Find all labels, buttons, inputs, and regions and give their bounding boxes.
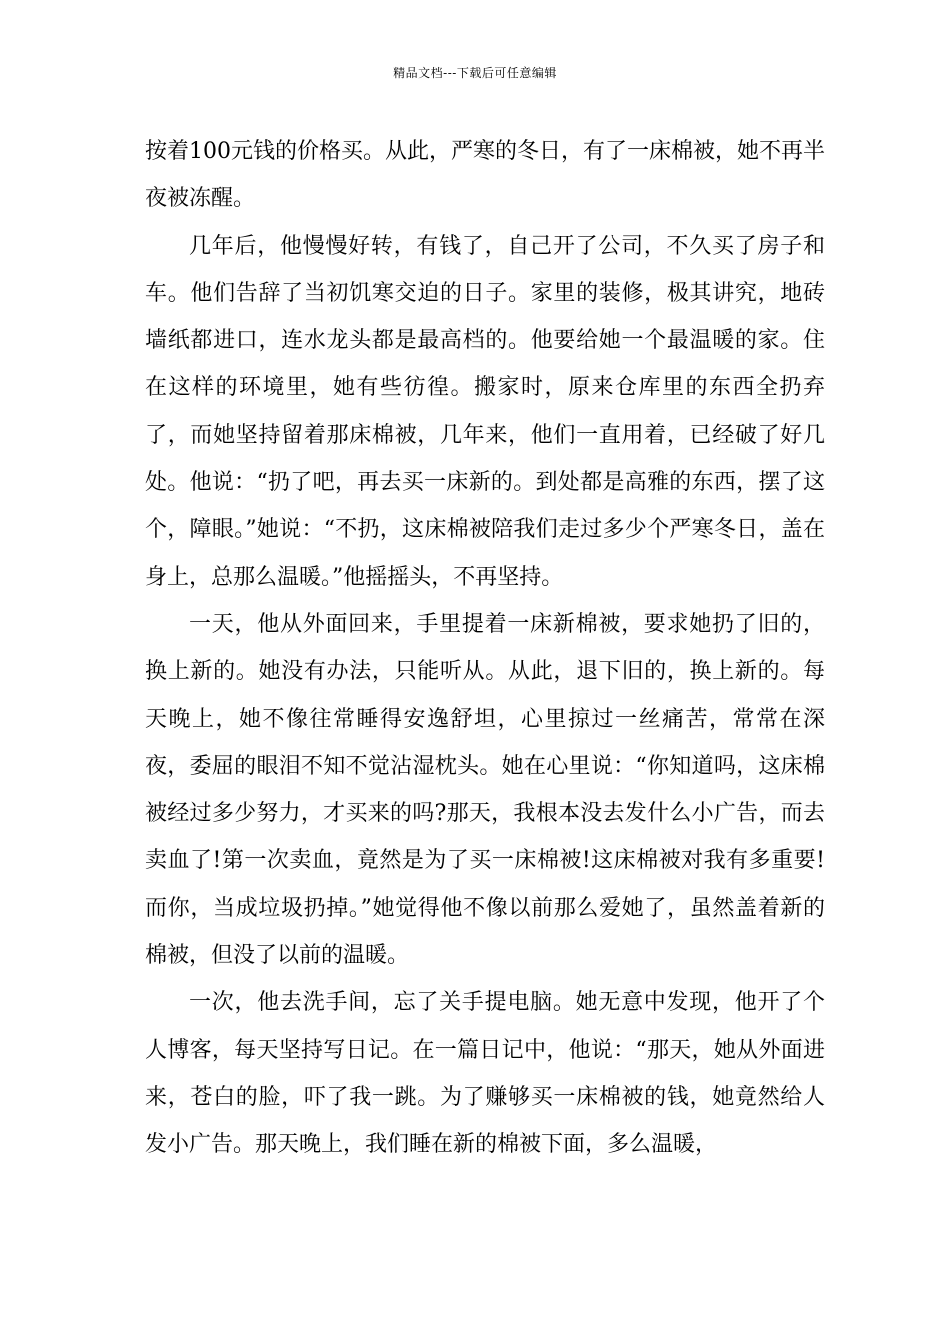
page-header: 精品文档---下载后可任意编辑 <box>393 66 557 80</box>
paragraph-3: 一天，他从外面回来，手里提着一床新棉被，要求她扔了旧的，换上新的。她没有办法，只能听从。从此，退下旧的，换上新的。每天晚上，她不像往常睡得安逸舒坦，心里掠过一丝痛苦，常常在深夜，委屈的眼泪不知不觉沾湿枕头。她在心里说：“你知道吗，这床棉被经过多少努力，才买来的吗?那天，我根本没去发什么小广告，而去卖血了!第一次卖血，竟然是为了买一床棉被!这床棉被对我有多重要!而你，当成垃圾扔掉。”她觉得他不像以前那么爱她了，虽然盖着新的棉被，但没了以前的温暖。 <box>145 611 825 969</box>
paragraph-2: 几年后，他慢慢好转，有钱了，自己开了公司，不久买了房子和车。他们告辞了当初饥寒交迫的日子。家里的装修，极其讲究，地砖墙纸都进口，连水龙头都是最高档的。他要给她一个最温暖的家。住在这样的环境里，她有些彷徨。搬家时，原来仓库里的东西全扔弃了，而她坚持留着那床棉被，几年来，他们一直用着，已经破了好几处。他说：“扔了吧，再去买一床新的。到处都是高雅的东西，摆了这个，障眼。”她说：“不扔，这床棉被陪我们走过多少个严寒冬日，盖在身上，总那么温暖。”他摇摇头，不再坚持。 <box>145 233 825 590</box>
paragraph-4: 一次，他去洗手间，忘了关手提电脑。她无意中发现，他开了个人博客，每天坚持写日记。在一篇日记中，他说：“那天，她从外面进来，苍白的脸，吓了我一跳。为了赚够买一床棉被的钱，她竟然给人发小广告。那天晚上，我们睡在新的棉被下面，多么温暖， <box>145 990 825 1158</box>
paragraph-1: 按着100元钱的价格买。从此，严寒的冬日，有了一床棉被，她不再半夜被冻醒。 <box>145 139 825 212</box>
document-body <box>145 128 825 1169</box>
